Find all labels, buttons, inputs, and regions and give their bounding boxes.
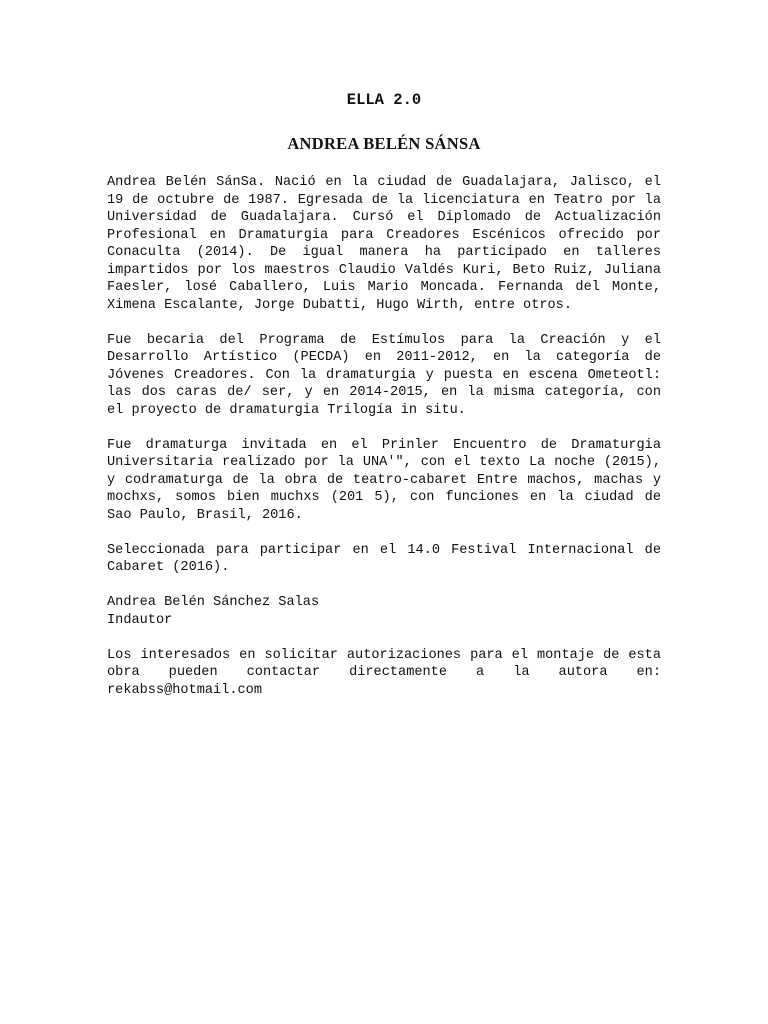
- bio-paragraph: Andrea Belén SánSa. Nació en la ciudad de Guadalajara, Jalisco, el 19 de octubre de 1987. Egresada de la licenciatura en Teatro por la Universidad de Guadalajara. Cursó el Diplomado de Actualización Profesional en Dramaturgia para Creadores Escénicos ofrecido por Conaculta (2014). De igual manera ha participado en talleres impartidos por los maestros Claudio Valdés Kuri, Beto Ruiz, Juliana Faesler, losé Caballero, Luis Mario Moncada. Fernanda del Monte, Ximena Escalante, Jorge Dubatti, Hugo Wirth, entre otros.: [107, 175, 661, 313]
- author-name-heading: ANDREA BELÉN SÁNSA: [287, 134, 481, 153]
- grants-paragraph: Fue becaria del Programa de Estímulos para la Creación y el Desarrollo Artístico (PECDA) en 2011-2012, en la categoría de Jóvenes Creadores. Con la dramaturgia y puesta en escena Ometeotl: las dos caras de/ ser, y en 2014-2015, en la misma categoría, con el proyecto de dramaturgia Trilogía in situ.: [107, 332, 661, 418]
- festival-paragraph: Seleccionada para participar en el 14.0 Festival Internacional de Cabaret (2016).: [107, 542, 661, 575]
- contact-paragraph: Los interesados en solicitar autorizaciones para el montaje de esta obra pueden contactar directamente a la autora en: rekabss@hotmail.com: [107, 647, 661, 698]
- works-paragraph: Fue dramaturga invitada en el Prinler Encuentro de Dramaturgia Universitaria realizado por la UNA'", con el texto La noche (2015), y codramaturga de la obra de teatro-cabaret Entre machos, machas y mochxs, somos bien muchxs (201 5), con funciones en la ciudad de Sao Paulo, Brasil, 2016.: [107, 437, 661, 523]
- document-body: [107, 174, 661, 717]
- signature-registry: Indautor: [107, 612, 173, 628]
- signature-name: Andrea Belén Sánchez Salas: [107, 595, 320, 610]
- document-title: ELLA 2.0: [346, 91, 422, 109]
